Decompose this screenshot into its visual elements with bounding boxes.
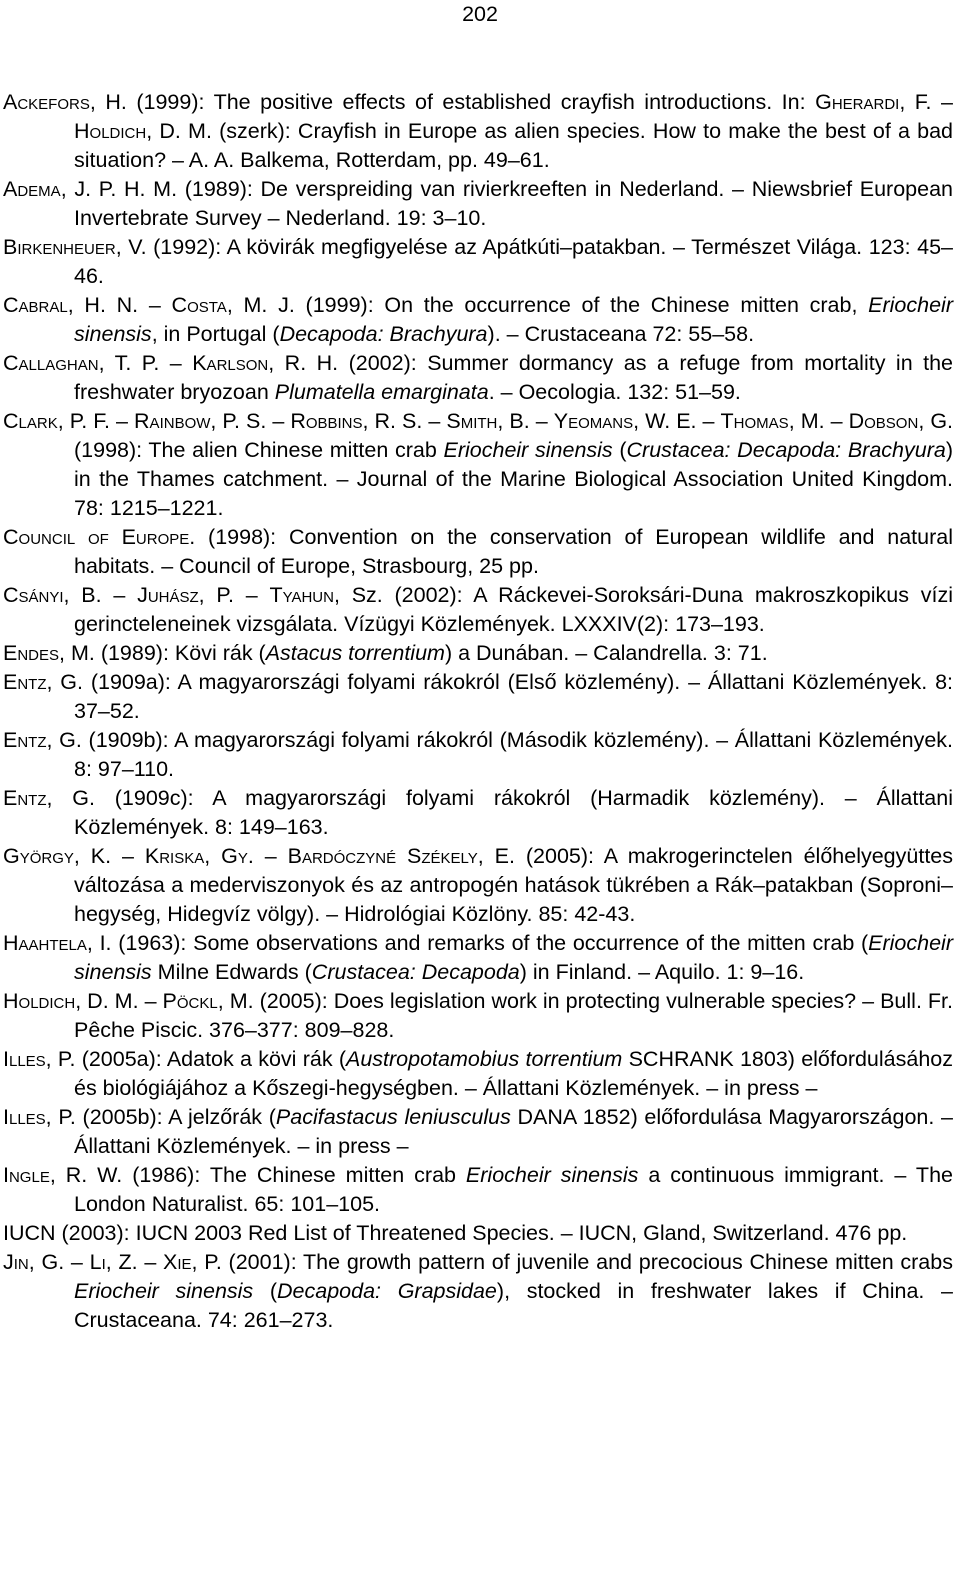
reference-text: , R. H. (2002): Summer dormancy as a refuge from mortality in the freshwater bryozoan [74, 351, 953, 404]
italic-text: Eriocheir sinensis [74, 293, 953, 346]
page-number: 202 [462, 2, 498, 26]
reference-entry [3, 291, 953, 349]
author-name: Xie [163, 1250, 192, 1274]
italic-text: Austropotamobius torrentium [346, 1047, 623, 1071]
reference-text: , P. S. – [210, 409, 291, 433]
italic-text: Plumatella emarginata [274, 380, 489, 404]
author-name: Pöckl [162, 989, 218, 1013]
author-name: Cabral [3, 293, 68, 317]
reference-text: a continuous immigrant. – The London Naturalist. 65: 101–105. [74, 1163, 953, 1216]
reference-text: , G. (1909b): A magyarországi folyami rákokról (Második közlemény). – Állattani Közlemények. 8: 97–110. [46, 728, 953, 781]
reference-entry [3, 88, 953, 175]
author-name: Holdich [3, 989, 76, 1013]
reference-text: , H. (1999): The positive effects of established crayfish introductions. In: [89, 90, 816, 114]
reference-entry [3, 1248, 953, 1335]
author-name: Csányi [3, 583, 64, 607]
author-name: Illes [3, 1105, 46, 1129]
reference-entry [3, 581, 953, 639]
author-name: Smith [446, 409, 498, 433]
reference-entry [3, 639, 953, 668]
reference-text: ). – Crustaceana 72: 55–58. [487, 322, 755, 346]
reference-text: . – [247, 844, 288, 868]
reference-text: , T. P. – [98, 351, 193, 375]
reference-text: , P. (2005a): Adatok a kövi rák ( [45, 1047, 346, 1071]
reference-list [3, 88, 953, 1335]
reference-text: , W. E. – [633, 409, 721, 433]
reference-text: , B. – [63, 583, 138, 607]
italic-text: Crustacea: Decapoda: Brachyura [626, 438, 946, 462]
author-name: Juhász [137, 583, 199, 607]
author-name: Endes [3, 641, 60, 665]
author-name: Tyahun [269, 583, 334, 607]
italic-text: Decapoda: Grapsidae [277, 1279, 497, 1303]
author-name: Clark [3, 409, 58, 433]
reference-entry [3, 668, 953, 726]
reference-entry [3, 726, 953, 784]
author-name: Kriska [144, 844, 205, 868]
author-name: Holdich [74, 119, 147, 143]
reference-text: ( [253, 1279, 278, 1303]
author-name: Rainbow [134, 409, 211, 433]
reference-text: SCHRANK 1803) előfordulásához és biológiájához a Kőszegi-hegységben. – Állattani Közlemények. – in press – [74, 1047, 953, 1100]
reference-entry [3, 987, 953, 1045]
author-name: Bardóczyné Székely [287, 844, 478, 868]
reference-entry [3, 523, 953, 581]
author-name: György [3, 844, 74, 868]
reference-text: , F. – [899, 90, 953, 114]
reference-text: , R. S. – [362, 409, 447, 433]
reference-entry [3, 1161, 953, 1219]
author-name: Council of Europe [3, 525, 190, 549]
reference-entry [3, 1219, 953, 1248]
reference-text: , Z. – [105, 1250, 164, 1274]
author-name: Entz [3, 786, 47, 810]
reference-entry [3, 175, 953, 233]
author-name: Birkenheuer [3, 235, 116, 259]
reference-text: , D. M. – [75, 989, 163, 1013]
italic-text: Eriocheir sinensis [74, 931, 953, 984]
italic-text: Decapoda: Brachyura [279, 322, 488, 346]
author-name: Thomas [720, 409, 789, 433]
reference-entry [3, 842, 953, 929]
reference-text: , M. – [788, 409, 849, 433]
reference-text: ) in the Thames catchment. – Journal of the Marine Biological Association United Kingdom. 78: 1215–1221. [74, 438, 953, 520]
reference-text: DANA 1852) előfordulása Magyarországon. – Állattani Közlemények. – in press – [74, 1105, 953, 1158]
italic-text: Pacifastacus leniusculus [275, 1105, 511, 1129]
reference-text: , G. – [28, 1250, 90, 1274]
reference-entry [3, 407, 953, 523]
author-name: Gy [221, 844, 248, 868]
reference-text: , M. J. (1999): On the occurrence of the Chinese mitten crab, [226, 293, 869, 317]
italic-text: Eriocheir sinensis [443, 438, 613, 462]
author-name: Callaghan [3, 351, 99, 375]
reference-text: , D. M. (szerk): Crayfish in Europe as alien species. How to make the best of a bad situation? – A. A. Balkema, Rotterdam, pp. 49–61. [74, 119, 953, 172]
reference-text: , P. (2005b): A jelzőrák ( [45, 1105, 276, 1129]
reference-text: , R. W. (1986): The Chinese mitten crab [49, 1163, 466, 1187]
italic-text: Astacus torrentium [265, 641, 445, 665]
reference-text: , G. (1909c): A magyarországi folyami rákokról (Harmadik közlemény). – Állattani Közlemények. 8: 149–163. [46, 786, 953, 839]
italic-text: Crustacea: Decapoda [311, 960, 520, 984]
reference-text: , Sz. (2002): A Ráckevei-Soroksári-Duna makroszkopikus vízi gerincteleneinek vizsgálata. Vízügyi Közlemények. LXXXIV(2): 173–193. [74, 583, 953, 636]
author-name: Karlson [192, 351, 269, 375]
reference-text: IUCN (2003): IUCN 2003 Red List of Threatened Species. – IUCN, Gland, Switzerland. 476 pp. [3, 1221, 908, 1245]
reference-text: , E. (2005): A makrogerinctelen élőhelyegyüttes változása a mederviszonyok és az antropogén hatások tükrében a Rák–patakban (Soproni–hegység, Hidegvíz völgy). – Hidrológiai Közlöny. 85: 42-43. [74, 844, 953, 926]
reference-text: . – Oecologia. 132: 51–59. [488, 380, 741, 404]
reference-text: , G. (1998): The alien Chinese mitten crab [74, 409, 954, 462]
author-name: Gherardi [815, 90, 900, 114]
reference-text: , H. N. – [67, 293, 172, 317]
reference-text: ), stocked in freshwater lakes if China. – Crustaceana. 74: 261–273. [74, 1279, 954, 1332]
reference-entry [3, 1103, 953, 1161]
reference-text: , B. – [497, 409, 554, 433]
reference-entry [3, 233, 953, 291]
reference-text: , K. – [73, 844, 145, 868]
author-name: Robbins [290, 409, 363, 433]
author-name: Dobson [848, 409, 919, 433]
reference-entry [3, 784, 953, 842]
italic-text: Eriocheir sinensis [465, 1163, 639, 1187]
reference-text: ( [612, 438, 627, 462]
author-name: Li [89, 1250, 106, 1274]
author-name: Jin [3, 1250, 29, 1274]
reference-text: , G. (1909a): A magyarországi folyami rákokról (Első közlemény). – Állattani Közlemények. 8: 37–52. [46, 670, 953, 723]
author-name: Entz [3, 670, 47, 694]
reference-text: Milne Edwards ( [151, 960, 312, 984]
author-name: Ingle [3, 1163, 50, 1187]
author-name: Costa [171, 293, 227, 317]
reference-text: . (1998): Convention on the conservation of European wildlife and natural habitats. – Council of Europe, Strasbourg, 25 pp. [74, 525, 953, 578]
reference-text: , M. (1989): Kövi rák ( [59, 641, 266, 665]
reference-entry [3, 1045, 953, 1103]
author-name: Entz [3, 728, 47, 752]
reference-text: , P. (2001): The growth pattern of juvenile and precocious Chinese mitten crabs [191, 1250, 953, 1274]
reference-text: ) in Finland. – Aquilo. 1: 9–16. [519, 960, 805, 984]
reference-text: , P. – [198, 583, 270, 607]
author-name: Yeomans [553, 409, 634, 433]
reference-text: ) a Dunában. – Calandrella. 3: 71. [444, 641, 768, 665]
italic-text: Eriocheir sinensis [74, 1279, 254, 1303]
author-name: Illes [3, 1047, 46, 1071]
reference-entry [3, 349, 953, 407]
reference-text: , in Portugal ( [151, 322, 280, 346]
reference-text: , J. P. H. M. (1989): De verspreiding van rivierkreeften in Nederland. – Niewsbrief European Invertebrate Survey – Nederland. 19: 3–10. [60, 177, 953, 230]
author-name: Ackefors [3, 90, 90, 114]
reference-text: , P. F. – [57, 409, 135, 433]
reference-text: , M. (2005): Does legislation work in protecting vulnerable species? – Bull. Fr. Pêche Piscic. 376–377: 809–828. [74, 989, 953, 1042]
author-name: Haahtela [3, 931, 87, 955]
reference-entry [3, 929, 953, 987]
reference-text: , V. (1992): A kövirák megfigyelése az Apátkúti–patakban. – Természet Világa. 123: 45–46. [74, 235, 953, 288]
reference-text: , [204, 844, 222, 868]
author-name: Adema [3, 177, 61, 201]
reference-text: , I. (1963): Some observations and remarks of the occurrence of the mitten crab ( [86, 931, 869, 955]
